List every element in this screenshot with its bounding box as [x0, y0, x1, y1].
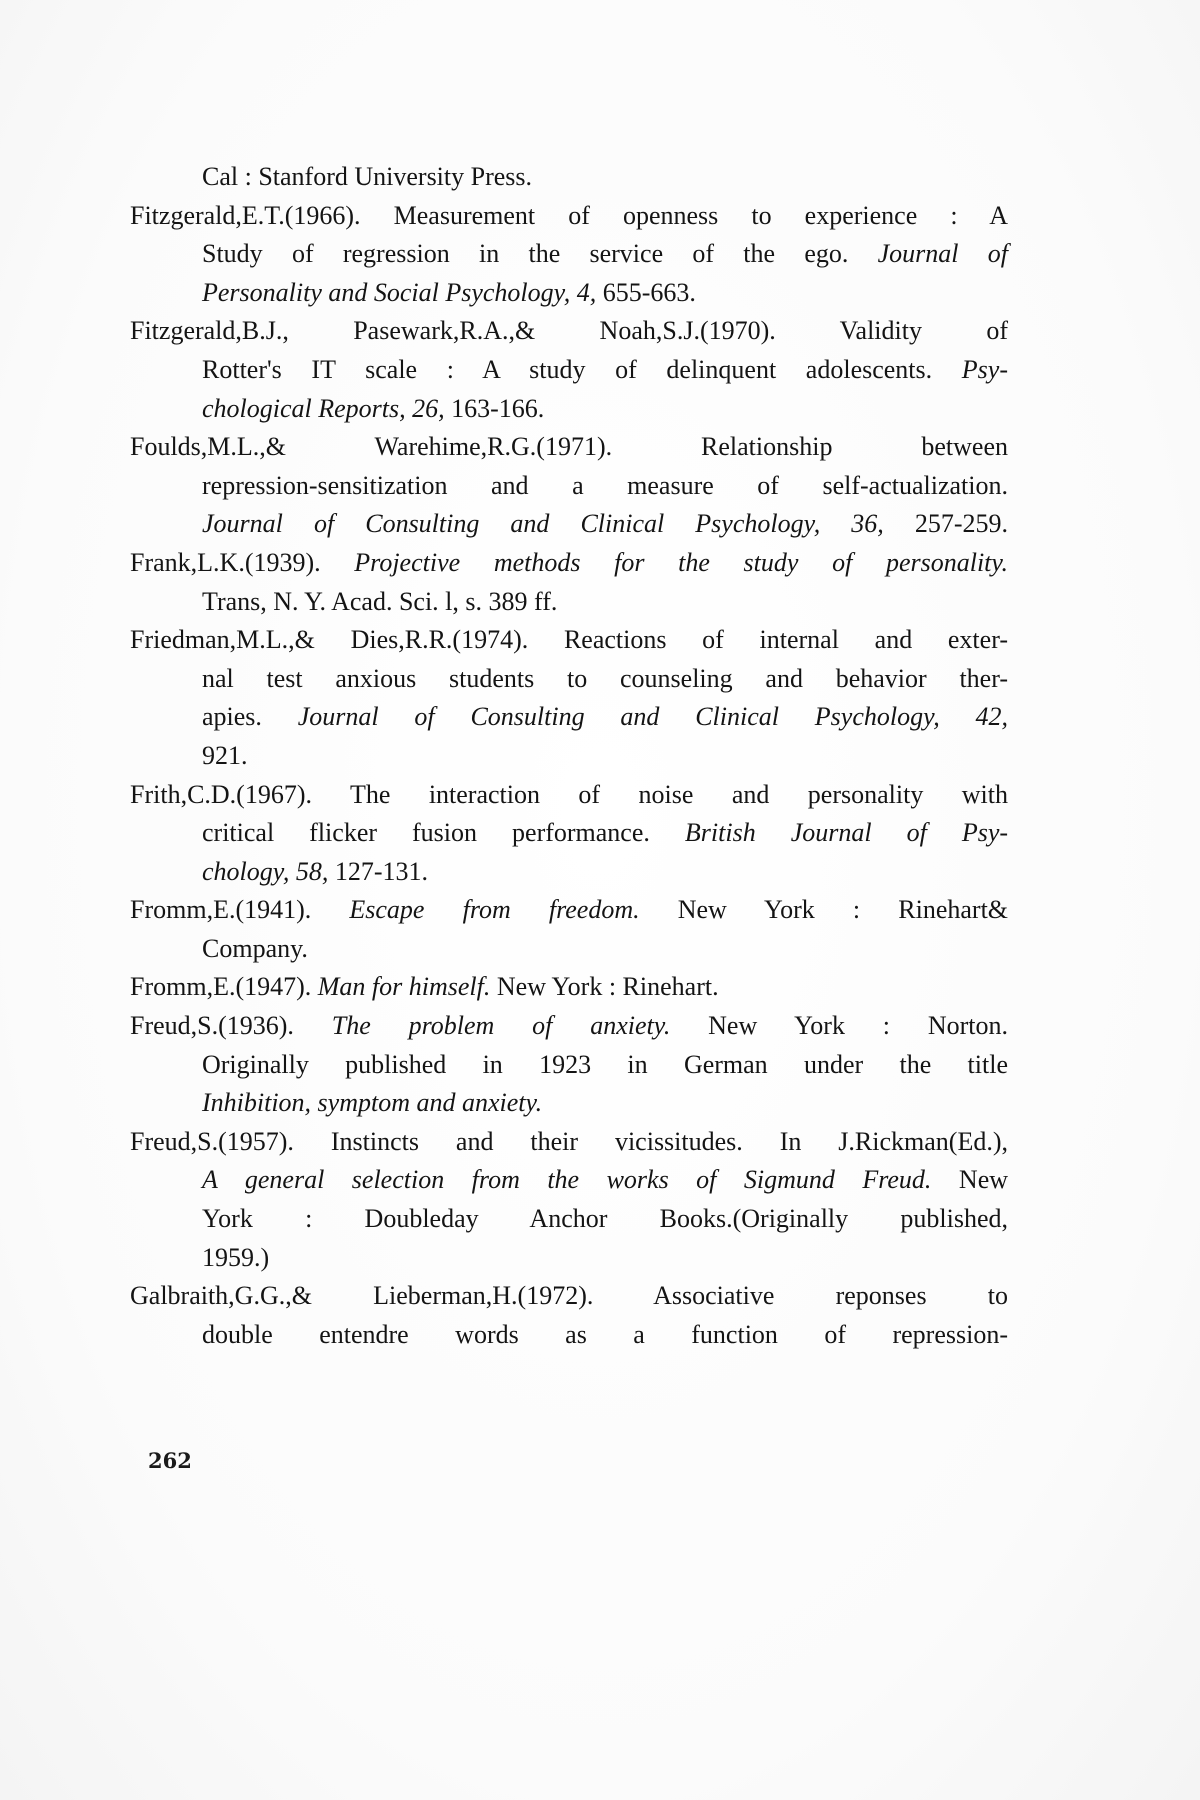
- reference-continuation-line: [130, 351, 1008, 390]
- italic-title-text: chological Reports, 26,: [202, 393, 445, 423]
- reference-continuation-line: [130, 1200, 1008, 1239]
- italic-title-text: Personality and Social Psychology, 4,: [202, 277, 597, 307]
- reference-text: 257-259.: [883, 509, 1008, 539]
- reference-continuation-line: [130, 1161, 1008, 1200]
- reference-entry-stanford-continuation: [130, 158, 1008, 197]
- reference-text: New: [931, 1165, 1009, 1195]
- reference-text: nal test anxious students to counseling and behavior ther-: [202, 663, 1008, 693]
- italic-title-text: Projective methods for the study of personality.: [354, 547, 1008, 577]
- reference-text: apies.: [202, 702, 298, 732]
- reference-entry-fitzgerald-1966: [130, 197, 1008, 313]
- italic-title-text: The problem of anxiety.: [331, 1011, 671, 1041]
- reference-first-line: [130, 1123, 1008, 1162]
- reference-continuation-line: [130, 505, 1008, 544]
- reference-text: Company.: [202, 933, 308, 963]
- reference-text: Fitzgerald,E.T.(1966). Measurement of openness to experience : A: [130, 200, 1008, 230]
- reference-entry-galbraith-1972: [130, 1277, 1008, 1354]
- reference-continuation-line: [130, 390, 1008, 429]
- reference-text: critical flicker fusion performance.: [202, 818, 685, 848]
- reference-text: 1959.): [202, 1242, 270, 1272]
- reference-first-line: [130, 197, 1008, 236]
- reference-first-line: [130, 968, 1008, 1007]
- reference-text: Friedman,M.L.,& Dies,R.R.(1974). Reactions of internal and exter-: [130, 625, 1008, 655]
- reference-text: New York : Norton.: [670, 1011, 1008, 1041]
- reference-text: Trans, N. Y. Acad. Sci. l, s. 389 ff.: [202, 586, 558, 616]
- reference-first-line: [130, 776, 1008, 815]
- italic-title-text: Journal of: [877, 239, 1008, 269]
- reference-text: 921.: [202, 740, 248, 770]
- reference-continuation-line: [130, 1239, 1008, 1278]
- reference-continuation-line: [130, 853, 1008, 892]
- reference-continuation-line: [130, 467, 1008, 506]
- reference-text: Originally published in 1923 in German under the title: [202, 1049, 1008, 1079]
- reference-text: repression-sensitization and a measure of self-actualization.: [202, 470, 1008, 500]
- reference-text: Cal : Stanford University Press.: [202, 162, 533, 191]
- italic-title-text: Inhibition, symptom and anxiety.: [202, 1088, 543, 1118]
- reference-text: Galbraith,G.G.,& Lieberman,H.(1972). Associative reponses to: [130, 1281, 1008, 1311]
- italic-title-text: British Journal of Psy-: [684, 818, 1009, 848]
- reference-entry-freud-1957: [130, 1123, 1008, 1277]
- italic-title-text: Escape from freedom.: [349, 895, 640, 925]
- italic-title-text: Journal of Consulting and Clinical Psychology, 42,: [297, 702, 1009, 732]
- italic-title-text: chology, 58,: [202, 856, 329, 886]
- reference-continuation-line: [130, 1084, 1008, 1123]
- reference-first-line: [130, 621, 1008, 660]
- reference-text: Freud,S.(1936).: [130, 1011, 332, 1041]
- reference-text: Fromm,E.(1941).: [130, 895, 350, 925]
- reference-entry-freud-1936: [130, 1007, 1008, 1123]
- reference-entry-fromm-1941: [130, 891, 1008, 968]
- italic-title-text: A general selection from the works of Sigmund Freud.: [202, 1165, 932, 1195]
- reference-first-line: [130, 544, 1008, 583]
- reference-continuation-line: [130, 1316, 1008, 1355]
- reference-entry-fitzgerald-1970: [130, 312, 1008, 428]
- reference-text: Frith,C.D.(1967). The interaction of noise and personality with: [130, 779, 1008, 809]
- reference-first-line: [130, 1007, 1008, 1046]
- reference-text: double entendre words as a function of repression-: [202, 1319, 1008, 1349]
- reference-text: Freud,S.(1957). Instincts and their vicissitudes. In J.Rickman(Ed.),: [130, 1126, 1008, 1156]
- reference-text: New York : Rinehart.: [490, 972, 719, 1002]
- reference-text: Fromm,E.(1947).: [130, 972, 318, 1002]
- reference-entry-friedman-1974: [130, 621, 1008, 775]
- reference-first-line: [130, 312, 1008, 351]
- reference-list: [130, 158, 1008, 1354]
- reference-entry-fromm-1947: [130, 968, 1008, 1007]
- reference-text: New York : Rinehart&: [639, 895, 1009, 925]
- reference-continuation-line: [130, 814, 1008, 853]
- reference-continuation-line: [130, 235, 1008, 274]
- italic-title-text: Man for himself.: [317, 972, 491, 1002]
- reference-text: Rotter's IT scale : A study of delinquent adolescents.: [202, 354, 962, 384]
- italic-title-text: Psy-: [961, 354, 1008, 384]
- page-number: 262: [148, 1448, 192, 1473]
- reference-text: 127-131.: [328, 856, 429, 886]
- reference-continuation-line: [130, 583, 1008, 622]
- reference-continuation-line: [130, 1046, 1008, 1085]
- reference-entry-frank-1939: [130, 544, 1008, 621]
- reference-first-line: [130, 1277, 1008, 1316]
- reference-text: Study of regression in the service of the ego.: [202, 239, 878, 269]
- reference-continuation-line: [130, 930, 1008, 969]
- reference-continuation-line: [130, 737, 1008, 776]
- reference-first-line: [130, 428, 1008, 467]
- reference-continuation-line: [130, 698, 1008, 737]
- reference-entry-foulds-1971: [130, 428, 1008, 544]
- reference-text: 163-166.: [444, 393, 545, 423]
- italic-title-text: Journal of Consulting and Clinical Psychology, 36,: [202, 509, 884, 539]
- reference-continuation-line: [130, 158, 1008, 197]
- reference-text: Fitzgerald,B.J., Pasewark,R.A.,& Noah,S.J.(1970). Validity of: [130, 316, 1008, 346]
- reference-text: Frank,L.K.(1939).: [130, 547, 355, 577]
- reference-first-line: [130, 891, 1008, 930]
- reference-entry-frith-1967: [130, 776, 1008, 892]
- reference-continuation-line: [130, 274, 1008, 313]
- reference-continuation-line: [130, 660, 1008, 699]
- reference-text: 655-663.: [596, 277, 696, 307]
- reference-text: York : Doubleday Anchor Books.(Originally published,: [202, 1204, 1008, 1234]
- reference-text: Foulds,M.L.,& Warehime,R.G.(1971). Relationship between: [130, 432, 1008, 462]
